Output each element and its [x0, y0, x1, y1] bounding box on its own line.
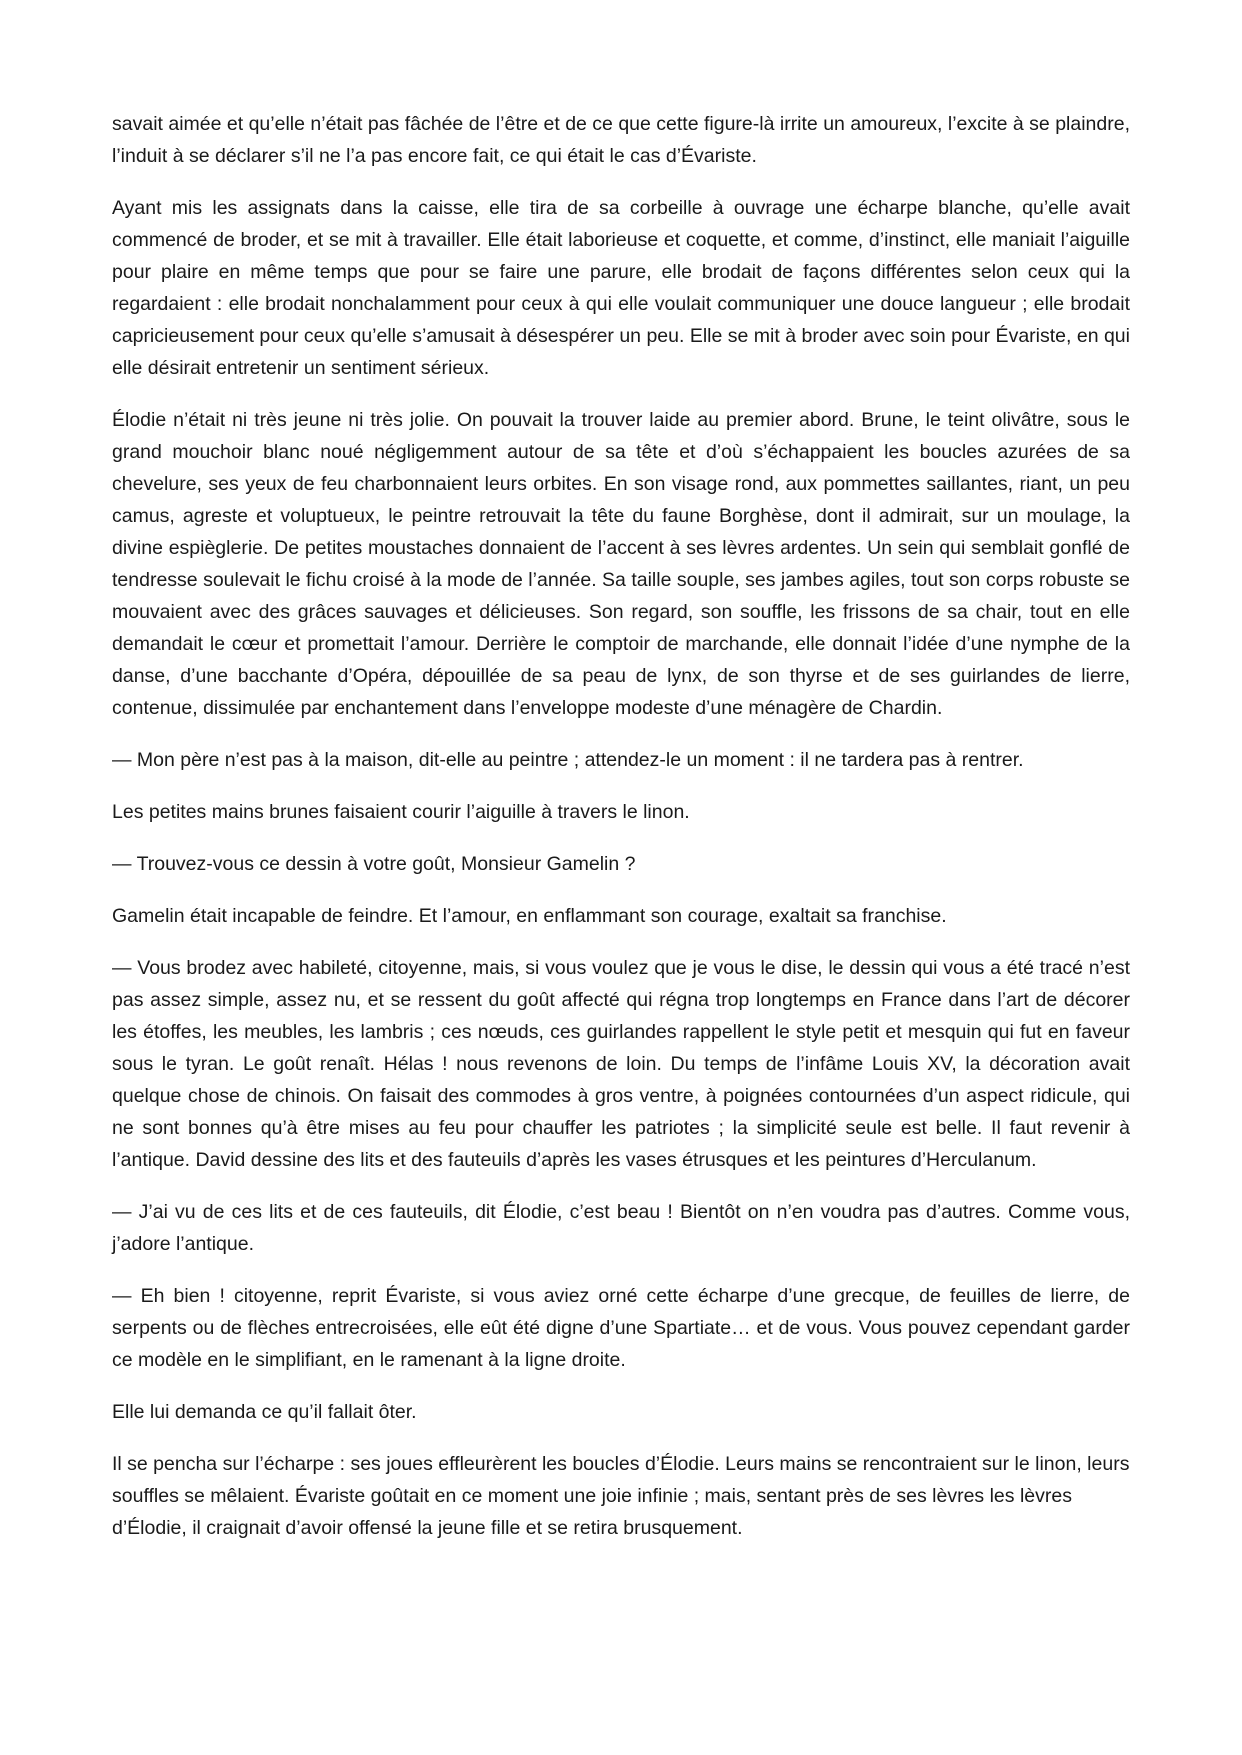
paragraph: — Trouvez-vous ce dessin à votre goût, Monsieur Gamelin ? — [112, 853, 636, 875]
paragraph: Gamelin était incapable de feindre. Et l’amour, en enflammant son courage, exaltait sa franchise. — [112, 905, 947, 927]
paragraph: — Eh bien ! citoyenne, reprit Évariste, si vous aviez orné cette écharpe d’une grecque, de feuilles de lierre, de serpents ou de flèches entrecroisées, elle eût été digne d’une Spartiate… et de vous. Vous pouvez cependant garder ce modèle en le simplifiant, en le ramenant à la ligne droite. — [112, 1285, 1130, 1371]
paragraph: Ayant mis les assignats dans la caisse, elle tira de sa corbeille à ouvrage une écharpe blanche, qu’elle avait commencé de broder, et se mit à travailler. Elle était laborieuse et coquette, et comme, d’instinct, elle maniait l’aiguille pour plaire en même temps que pour se faire une parure, elle brodait de façons différentes selon ceux qui la regardaient : elle brodait nonchalamment pour ceux à qui elle voulait communiquer une douce langueur ; elle brodait capricieusement pour ceux qu’elle s’amusait à désespérer un peu. Elle se mit à broder avec soin pour Évariste, en qui elle désirait entretenir un sentiment sérieux. — [112, 197, 1130, 379]
paragraph: Élodie n’était ni très jeune ni très jolie. On pouvait la trouver laide au premier abord. Brune, le teint olivâtre, sous le grand mouchoir blanc noué négligemment autour de sa tête et d’où s’échappaient les boucles azurées de sa chevelure, ses yeux de feu charbonnaient leurs orbites. En son visage rond, aux pommettes saillantes, riant, un peu camus, agreste et voluptueux, le peintre retrouvait la tête du faune Borghèse, dont il admirait, sur un moulage, la divine espièglerie. De petites moustaches donnaient de l’accent à ses lèvres ardentes. Un sein qui semblait gonflé de tendresse soulevait le fichu croisé à la mode de l’année. Sa taille souple, ses jambes agiles, tout son corps robuste se mouvaient avec des grâces sauvages et délicieuses. Son regard, son souffle, les frissons de sa chair, tout en elle demandait le cœur et promettait l’amour. Derrière le comptoir de marchande, elle donnait l’idée d’une nymphe de la danse, d’une bacchante d’Opéra, dépouillée de sa peau de lynx, de son thyrse et de ses guirlandes de lierre, contenue, dissimulée par enchantement dans l’enveloppe modeste d’une ménagère de Chardin. — [112, 409, 1130, 719]
document-page — [112, 108, 1130, 1564]
paragraph: — Vous brodez avec habileté, citoyenne, mais, si vous voulez que je vous le dise, le dessin qui vous a été tracé n’est pas assez simple, assez nu, et se ressent du goût affecté qui régna trop longtemps en France dans l’art de décorer les étoffes, les meubles, les lambris ; ces nœuds, ces guirlandes rappellent le style petit et mesquin qui fut en faveur sous le tyran. Le goût renaît. Hélas ! nous revenons de loin. Du temps de l’infâme Louis XV, la décoration avait quelque chose de chinois. On faisait des commodes à gros ventre, à poignées contournées d’un aspect ridicule, qui ne sont bonnes qu’à être mises au feu pour chauffer les patriotes ; la simplicité seule est belle. Il faut revenir à l’antique. David dessine des lits et des fauteuils d’après les vases étrusques et les peintures d’Herculanum. — [112, 957, 1130, 1171]
paragraph: — Mon père n’est pas à la maison, dit-elle au peintre ; attendez-le un moment : il ne tardera pas à rentrer. — [112, 749, 1024, 771]
paragraph: Elle lui demanda ce qu’il fallait ôter. — [112, 1401, 417, 1423]
paragraph: — J’ai vu de ces lits et de ces fauteuils, dit Élodie, c’est beau ! Bientôt on n’en voudra pas d’autres. Comme vous, j’adore l’antique. — [112, 1201, 1130, 1255]
paragraph: Il se pencha sur l’écharpe : ses joues effleurèrent les boucles d’Élodie. Leurs mains se rencontraient sur le linon, leurs souffles se mêlaient. Évariste goûtait en ce moment une joie infinie ; mais, sentant près de ses lèvres les lèvres d’Élodie, il craignait d’avoir offensé la jeune fille et se retira brusquement. — [112, 1453, 1130, 1539]
paragraph: Les petites mains brunes faisaient courir l’aiguille à travers le linon. — [112, 801, 690, 823]
paragraph: savait aimée et qu’elle n’était pas fâchée de l’être et de ce que cette figure-là irrite un amoureux, l’excite à se plaindre, l’induit à se déclarer s’il ne l’a pas encore fait, ce qui était le cas d’Évariste. — [112, 113, 1130, 167]
